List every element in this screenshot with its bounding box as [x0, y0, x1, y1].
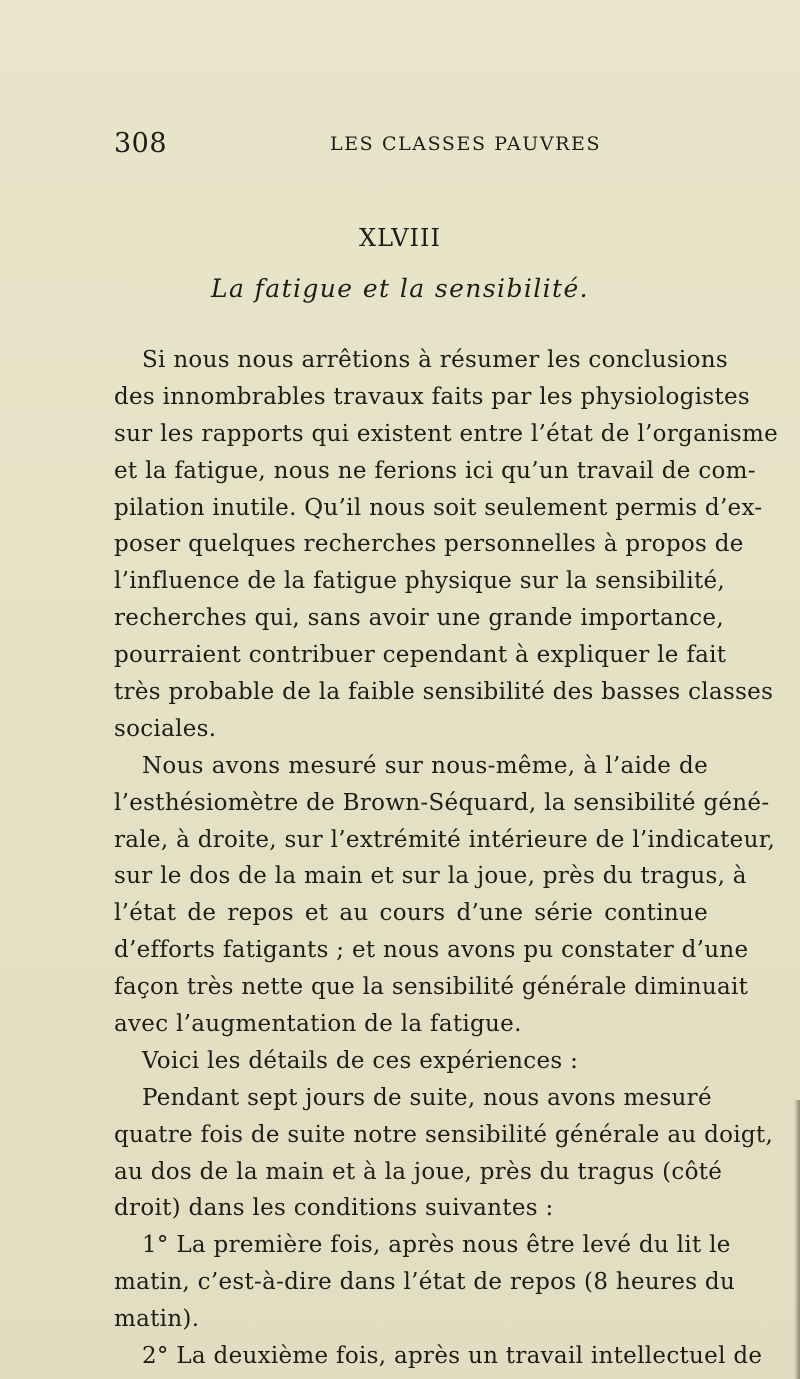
text-line: poser quelques recherches personnelles à propos de	[114, 531, 744, 558]
text-line: au dos de la main et à la joue, près du tragus (côté	[114, 1158, 723, 1185]
text-line: 1° La première fois, après nous être levé du lit le	[142, 1232, 731, 1259]
text-line: l’état de repos et au cours d’une série continue	[114, 900, 708, 927]
text-line: Nous avons mesuré sur nous-même, à l’aide de	[142, 752, 708, 779]
text-line: quatre fois de suite notre sensibilité générale au doigt,	[114, 1121, 774, 1148]
body-text	[114, 342, 778, 1375]
text-line: des innombrables travaux faits par les physiologistes	[114, 383, 751, 410]
text-line: Si nous nous arrêtions à résumer les conclusions	[142, 347, 728, 373]
text-line: façon très nette que la sensibilité générale diminuait	[114, 974, 749, 1001]
page-edge-shadow	[794, 1100, 800, 1379]
text-line: 2° La deuxième fois, après un travail intellectuel de	[142, 1343, 763, 1370]
text-line: rale, à droite, sur l’extrémité intérieure de l’indicateur,	[114, 826, 776, 853]
running-head: LES CLASSES PAUVRES	[330, 133, 602, 155]
text-line: d’efforts fatigants ; et nous avons pu constater d’une	[114, 937, 749, 964]
text-line: très probable de la faible sensibilité des basses classes	[114, 679, 774, 706]
text-line: sur le dos de la main et sur la joue, près du tragus, à	[114, 863, 747, 890]
text-line: et la fatigue, nous ne ferions ici qu’un travail de com-	[114, 457, 756, 484]
chapter-number: XLVIII	[359, 224, 441, 252]
page-number: 308	[114, 128, 168, 159]
text-line: Voici les détails de ces expériences :	[142, 1047, 579, 1074]
chapter-title: La fatigue et la sensibilité.	[210, 274, 590, 303]
text-line: matin).	[114, 1306, 200, 1333]
text-line: l’influence de la fatigue physique sur la sensibilité,	[114, 568, 726, 595]
text-line: pourraient contribuer cependant à expliquer le fait	[114, 642, 727, 669]
text-line: recherches qui, sans avoir une grande importance,	[114, 605, 724, 632]
text-line: pilation inutile. Qu’il nous soit seulement permis d’ex-	[114, 494, 763, 521]
text-line: droit) dans les conditions suivantes :	[114, 1195, 554, 1222]
text-line: sur les rapports qui existent entre l’état de l’organisme	[114, 420, 778, 447]
text-line: sociales.	[114, 715, 217, 742]
text-line: l’esthésiomètre de Brown-Séquard, la sensibilité géné-	[114, 789, 770, 816]
text-line: avec l’augmentation de la fatigue.	[114, 1011, 522, 1038]
text-line: matin, c’est-à-dire dans l’état de repos (8 heures du	[114, 1269, 736, 1296]
text-line: Pendant sept jours de suite, nous avons mesuré	[142, 1084, 712, 1111]
